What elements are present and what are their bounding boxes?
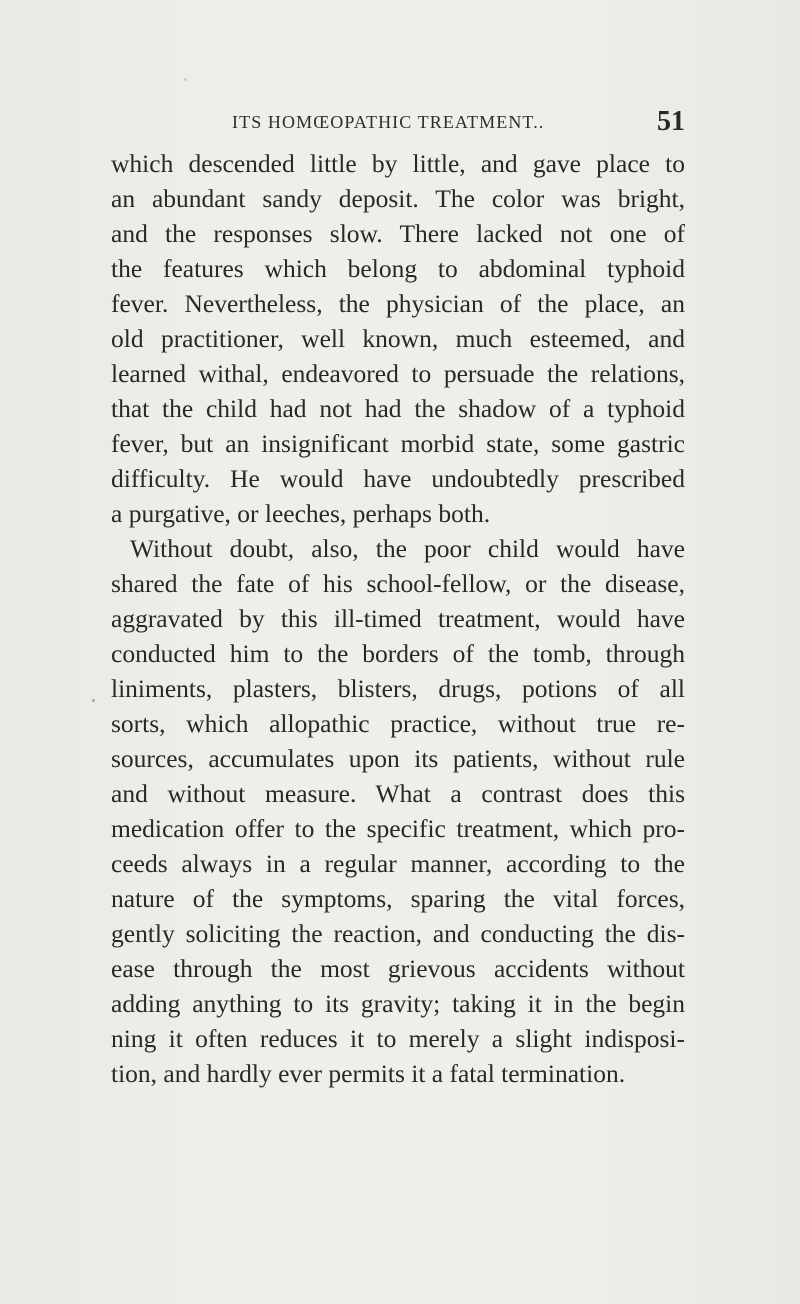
text-line: ning it often reduces it to merely a slight indisposi- [111, 1024, 685, 1053]
text-line: adding anything to its gravity; taking it in the begin [111, 989, 685, 1018]
page-header [0, 106, 800, 146]
text-line: difficulty. He would have undoubtedly prescribed [111, 464, 685, 493]
paper-speck [92, 699, 95, 702]
text-line: ceeds always in a regular manner, according to the [111, 849, 685, 878]
text-line: sources, accumulates upon its patients, without rule [111, 744, 685, 773]
text-line: old practitioner, well known, much esteemed, and [111, 324, 685, 353]
text-line: nature of the symptoms, sparing the vital forces, [111, 884, 685, 913]
text-line: aggravated by this ill-timed treatment, would have [111, 604, 685, 633]
text-line: tion, and hardly ever permits it a fatal termination. [111, 1059, 626, 1088]
text-line: an abundant sandy deposit. The color was bright, [111, 184, 685, 213]
text-line: gently soliciting the reaction, and conducting the dis- [111, 919, 685, 948]
text-line: sorts, which allopathic practice, without true re- [111, 709, 685, 738]
text-line: Without doubt, also, the poor child would have [130, 534, 685, 563]
text-line: conducted him to the borders of the tomb, through [111, 639, 685, 668]
text-line: and the responses slow. There lacked not one of [111, 219, 685, 248]
text-line: which descended little by little, and gave place to [111, 149, 685, 178]
text-line: that the child had not had the shadow of a typhoid [111, 394, 685, 423]
text-line: learned withal, endeavored to persuade the relations, [111, 359, 685, 388]
text-line: medication offer to the specific treatment, which pro- [111, 814, 685, 843]
text-line: fever. Nevertheless, the physician of the place, an [111, 289, 685, 318]
text-line: shared the fate of his school-fellow, or the disease, [111, 569, 685, 598]
text-line: and without measure. What a contrast does this [111, 779, 685, 808]
paper-speck [184, 78, 187, 81]
page-number: 51 [657, 106, 685, 137]
text-line: a purgative, or leeches, perhaps both. [111, 499, 491, 528]
text-line: the features which belong to abdominal typhoid [111, 254, 685, 283]
text-line: ease through the most grievous accidents without [111, 954, 685, 983]
text-line: liniments, plasters, blisters, drugs, potions of all [111, 674, 685, 703]
running-title: ITS HOMŒOPATHIC TREATMENT.. [232, 112, 545, 132]
text-line: fever, but an insignificant morbid state, some gastric [111, 429, 685, 458]
